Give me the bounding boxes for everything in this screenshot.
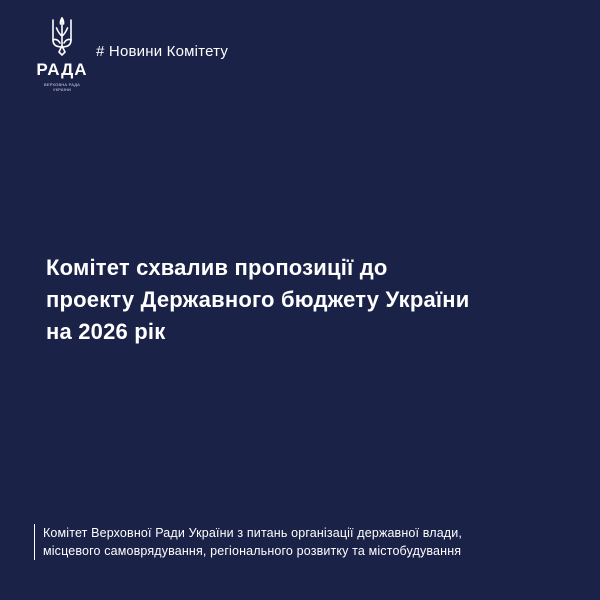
committee-name-footer [34,524,462,560]
footer-line: Комітет Верховної Ради України з питань організації державної влади, [43,526,463,540]
headline-line: Комітет схвалив пропозиції до [46,255,388,280]
logo-wordmark: РАДА [36,60,88,79]
committee-news-hashtag: # Новини Комітету [96,43,229,60]
logo-subtitle: ВЕРХОВНА РАДА УКРАЇНИ [44,82,80,92]
headline-line: на 2026 рік [46,319,166,344]
rada-logo [36,16,88,96]
headline [46,252,576,348]
footer-line: місцевого самоврядування, регіонального розвитку та містобудування [43,544,462,558]
trident-icon [50,16,74,56]
headline-line: проекту Державного бюджету України [46,287,470,312]
